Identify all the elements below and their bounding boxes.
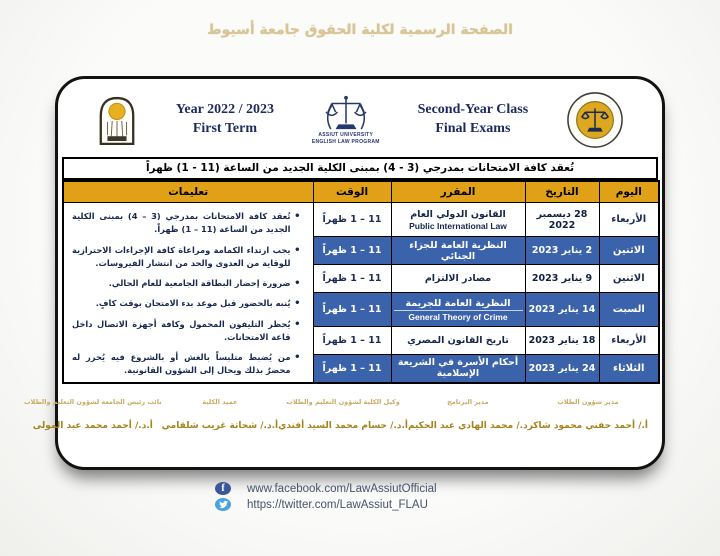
english-law-program-logo [312,94,380,147]
instructions-cell [63,203,313,383]
day-cell: الاثنين [599,265,659,293]
year-line: Year 2022 / 2023 [175,102,274,118]
course-name-english: General Theory of Crime [394,310,523,322]
exam-location-banner: تُعقد كافة الامتحانات بمدرجي (3 - 4) بمبنى الكلية الجديد من الساعة (11 - 1) ظهراً [62,157,658,180]
signature-title: مدير البرنامج [447,397,489,406]
date-cell: 28 ديسمبر 2022 [525,203,599,237]
time-cell: 11 – 1 ظهراً [313,265,391,293]
signature-title: نائب رئيس الجامعة لشؤون التعليم والطلاب [23,397,162,406]
instruction-item: • يُحظر التليفون المحمول وكافة أجهزة الاتصال داخل قاعة الامتحانات. [72,318,302,345]
program-caption-line1: ASSIUT UNIVERSITY [318,131,374,138]
course-name-arabic: القانون الدولي العام [410,208,506,220]
course-cell [391,355,525,383]
course-cell [391,293,525,327]
course-cell [391,265,525,293]
course-name-english: Public International Law [409,220,507,231]
instruction-item: • تُعقد كافة الامتحانات بمدرجي (3 – 4) بمبنى الكلية الجديد من الساعة (11 – 1) ظهراً. [72,210,302,237]
date-cell: 9 يناير 2023 [525,265,599,293]
signature-title: عميد الكلية [202,397,238,406]
col-header-day: اليوم [599,181,659,203]
time-cell: 11 – 1 ظهراً [313,203,391,237]
assiut-university-arch-logo-icon [96,93,138,147]
signature-name: أ.د./ حسام محمد السيد أفندي [278,420,408,431]
signature-block [278,398,408,431]
instruction-item: • يُنبه بالحضور قبل موعد بدء الامتحان بوقت كافٍ. [72,297,302,310]
table-row [63,203,659,237]
course-name-arabic: مصادر الالتزام [424,273,492,285]
col-header-date: التاريخ [525,181,599,203]
time-cell: 11 – 1 ظهراً [313,327,391,355]
day-cell: الأربعاء [599,327,659,355]
scales-of-justice-icon [323,94,369,132]
course-name-arabic: النظرية العامة للجريمة [405,297,511,309]
day-cell: السبت [599,293,659,327]
exam-schedule-card [23,76,665,470]
signature-block [24,398,162,431]
term-line: First Term [192,121,257,136]
table-header-row [63,181,659,203]
time-cell: 11 – 1 ظهراً [313,293,391,327]
twitter-link-row[interactable] [215,498,505,511]
instruction-item: • يجب ارتداء الكمامة ومراعاة كافة الإجراءات الاحترازية للوقاية من العدوى والحد من انتشار الفيروسات. [72,244,302,271]
facebook-url[interactable]: www.facebook.com/LawAssiutOfficial [247,482,437,495]
signature-block [408,398,528,431]
year-term-heading [176,101,274,139]
signature-block [162,398,279,431]
card-header [58,79,662,155]
facebook-link-row[interactable] [215,482,505,495]
class-exams-heading [418,101,529,139]
col-header-time: الوقت [313,181,391,203]
signature-block [528,398,648,431]
law-faculty-seal-icon [566,91,624,149]
date-cell: 14 يناير 2023 [525,293,599,327]
col-header-course: المقرر [391,181,525,203]
signature-name: د./ محمد الهادي عبد الحكيم [407,420,528,431]
program-caption-line2: ENGLISH LAW PROGRAM [311,139,380,145]
facebook-icon: f [215,482,231,495]
course-cell [391,203,525,237]
time-cell: 11 – 1 ظهراً [313,237,391,265]
date-cell: 24 يناير 2023 [525,355,599,383]
course-name-arabic: النظرية العامة للجزاء الجنائي [409,239,507,262]
day-cell: الأربعاء [599,203,659,237]
day-cell: الاثنين [599,237,659,265]
signature-title: مدير شؤون الطلاب [557,397,619,406]
instruction-item: • ضرورة إحضار البطاقة الجامعية للعام الحالي. [72,277,302,290]
col-header-instructions: تعليمات [63,181,313,203]
twitter-url[interactable]: https://twitter.com/LawAssiut_FLAU [247,498,428,511]
date-cell: 2 يناير 2023 [525,237,599,265]
page-title: الصفحة الرسمية لكلية الحقوق جامعة أسيوط [207,22,513,38]
exams-line: Final Exams [435,121,511,136]
time-cell: 11 – 1 ظهراً [313,355,391,383]
instructions-list [66,203,311,382]
day-cell: الثلاثاء [599,355,659,383]
class-line: Second-Year Class [417,102,529,118]
signatures-row [23,384,662,431]
signature-name: أ.د./ أحمد محمد عبد المولى [32,420,153,431]
date-cell: 18 يناير 2023 [525,327,599,355]
instruction-item: • من يُضبط متلبساً بالغش أو بالشروع فيه يُحرر له محضرٌ بذلك ويحال إلى الشؤون القانونية. [72,351,302,378]
course-name-arabic: تاريخ القانون المصري [407,335,509,347]
course-name-arabic: أحكام الأسرة في الشريعة الإسلامية [397,357,519,380]
course-cell [391,327,525,355]
exam-schedule-table [62,180,660,384]
signature-name: أ.د./ شحاتة غريب شلقامي [161,420,279,431]
course-cell [391,237,525,265]
signature-title: وكيل الكلية لشؤون التعليم والطلاب [286,397,400,406]
signature-name: أ./ أحمد حفني محمود شاكر [527,420,648,431]
twitter-icon [215,498,231,511]
social-footer [0,482,720,511]
